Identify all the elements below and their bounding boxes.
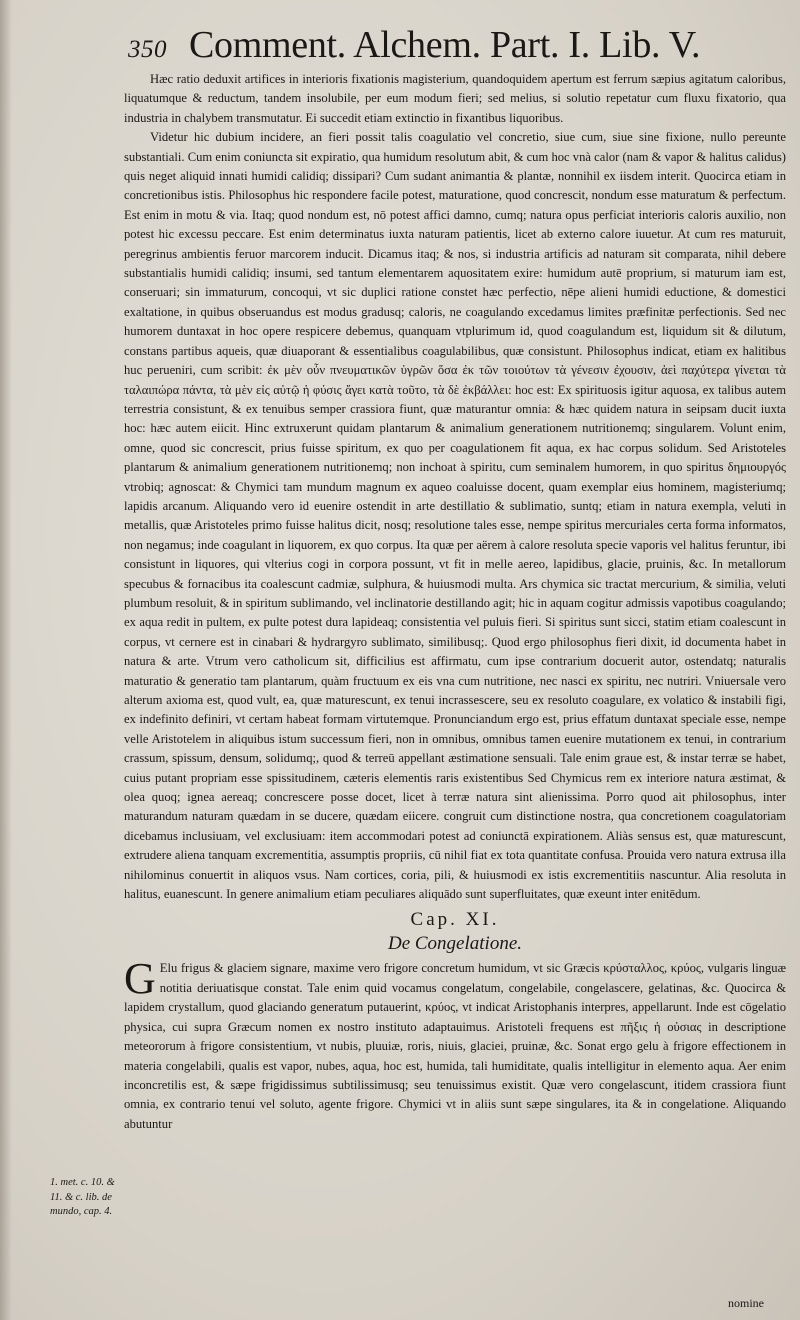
paragraph-fixation: Hæc ratio deduxit artifices in interioris fixationis magisterium, quandoquidem apertum est ferrum sæpius agitatum caloribus, liquatumque & reductum, tandem insolubile, per eum modum fieri; sed melius, si solutio repetatur cum fluxu fixatorio, qua industria in chalybem transmutatur. Ei succedit etiam extinctio in fixantibus liquoribus. <box>124 72 786 125</box>
page-number: 350 <box>128 36 167 63</box>
catchword: nomine <box>728 1296 764 1310</box>
text-body <box>124 70 786 1134</box>
running-title: Comment. Alchem. Part. I. Lib. V. <box>189 24 701 66</box>
paragraph-coagulation-discussion: Videtur hic dubium incidere, an fieri possit talis coagulatio vel concretio, siue cum, siue sine fixione, nullo pereunte substantiali. Cum enim coniuncta sit expiratio, qua humidum resolutum abit, & cum hoc vnà calor (nam & vapor & halitus calidus) quis neget aliquid innati humidi calidiq; dissipari? Cum sudant animantia & plantæ, nonnihil ex iisdem interit. Quocirca etiam in concretionibus istis. Philosophus hic respondere facile potest, maturatione, quod concrescit, nondum esse maturatum & perfectum. Est enim in motu & via. Itaq; quod nondum est, nō potest affici damno, cumq; natura opus perficiat interioris caloris auxilio, non potest hic excessu peccare. Est enim determinatus iuxta naturam patientis, licet ab externo calore iuuetur. At cum res maturuit, peregrinus ambientis feruor marcorem inducit. Dicamus itaq; & nos, si industria artificis ad naturam sit comparata, nihil debere substantialis humidi calidiq; insumi, sed tantum elementarem aquositatem exire: humidum autē proprium, si maturum iam est, conseruari; sin immaturum, concoqui, vt sic duplici ratione constet hæc perfectio, nēpe alieni humidi eductione, & domestici exaltatione, in quibus obseruandus est modus gradusq; caloris, ne coagulando excedamus limites præfinitæ perfectionis. Sed nec humorem duntaxat in hoc opere respicere debemus, quanquam vtplurimum id, quod coagulandum est, liquidum sit & dilutum, constans partibus aqueis, quæ diuaporant & essentialibus coagulabilibus, quæ consistunt. Philosophus indicat, etiam ex halitibus huc perueniri, cum scribit: ἐκ μὲν οὖν πνευματικῶν ὑγρῶν ὅσα ἐκ τῶν τοιούτων τὰ γένεσιν ἐχουσιν, ἀεὶ παχύτερα γίνεται τὰ ταλαιπώρα πάντα, τὰ μὲν εἰς αὐτῷ ἡ φύσις ἄγει κατὰ τοῦτο, τὰ δὲ ἐκβάλλει: hoc est: Ex spirituosis igitur aquosa, ex talibus autem terrestria consistunt, & ex tenuibus semper crassiora fiunt, quæ maturantur omnia: & hæc quidem natura in seipsam ducit iuxta hoc: hæc autem eiicit. Hinc extruxerunt quidam plantarum & animalium generationem nutritionemq; singularem. Volunt enim, omne, quod sic concrescit, prius fuisse spiritum, ex quo per coagulationem fit aqua, ex hac corpus solidum. Sed Aristoteles plantarum & animalium generationem nutritionemq; non inchoat à spiritu, cum seminalem humorem, in quo spiritus δημιουργός vtrobiq; agnoscat: & Chymici tam mundum magnum ex aqueo coaluisse docent, quam exemplar eius hominem, magisteriumq; lapidis arcanum. Aliquando vero id euenire ostendit in arte destillatio & sublimatio, suntq; etiam in natura exempla, veluti in metallis, quæ Aristoteles primo fuisse halitus dicit, nosq; resolutione tales esse, nempe spiritus mercuriales certa forma informatos, non negamus; inde coagulant in liquorem, ex quo corpus. Ita quæ per aërem à calore resoluta specie vaporis vel halitus feruntur, ibi consistunt in liquores, qui vlterius cogi in corpora possunt, vt fit in melle aereo, lapidibus, glacie, pruinis, &c. In metallorum specubus & fornacibus ita coalescunt cadmiæ, sulphura, & huiusmodi multa. Ars chymica sic tractat mercurium, & similia, veluti plumbum resoluit, & in spiritum sublimando, vel inclinatorie destillando agit; hic in aquam cogitur admissis vapotibus coagulando; ex aqua redit in pultem, ex pulte potest dura lapideaq; consistentia vel puluis fieri. Si spiritus sunt sicci, statim etiam coalescunt in corpus, vt cernere est in cinabari & hydrargyro sublimato, similibusq;. Quod ergo philosophus fieri dixit, id documenta habet in natura & arte. Vtrum vero catholicum sit, difficilius est affirmatu, cum ipse contrarium docuerit autor, ostendatq; naturalis maturatio & generatio tam plantarum, quàm fructuum ex eis vna cum nutritione, nec nasci ex spiritu, nec nutriri. Vniuersale vero alterum axioma est, quod vult, ea, quæ maturescunt, ex tenui incrassescere, seu ex resoluto coagulare, ex volatico & instabili figi, ex indefinito definiri, vt certam habeat formam virtutemque. Pronunciandum ergo est, prius effatum duntaxat speciale esse, nempe velle Aristotelem in aliquibus istum successum fieri, non in omnibus, omnibus tamen euenire mutationem ex tenui, in contrarium crassum, spissum, densum, solidumq;, quod & terreū appellant æstimatione sensuali. Tale enim graue est, & instar terræ se habet, cuius putant propriam esse spissitudinem, cæteris elementis raris existentibus Sed Chymicus rem ex interiore natura æstimat, & olea quoq; ignea aereaq; concrescere posse docet, licet à terræ natura sint alienissima. Porro quod ait philosophus, inter maturandum naturam quædam in se ducere, quædam eiicere. congruit cum distinctione nostra, qua concretionem coagulatoriam dicebamus inclusiuam, vel exclusiuam: item accommodari potest ad coniunctā expirationem. Aliàs sensus est, quæ maturescunt, extrudere aliena tanquam excrementitia, assumptis propriis, cū nihil fiat ex tota quantitate confusa. Prouida vero natura extrusa illa nihilominus conuertit in aliquos vsus. Nam cortices, coria, pili, & huiusmodi ex istis excrementitiis nascuntur. Alia resoluta in halitus, euanescunt. In genere animalium etiam peculiares aliquādo sunt superfluitates, quæ exeunt inter enitēdum. <box>124 130 786 902</box>
chapter-paragraph <box>124 954 786 1134</box>
chapter-number: Cap. XI. <box>410 909 500 931</box>
running-head <box>128 22 778 76</box>
drop-cap-initial: G <box>124 954 156 1004</box>
chapter-title: De Congelatione. <box>387 933 523 955</box>
chapter-text: Elu frigus & glaciem signare, maxime vero frigore concretum humidum, vt sic Græcis κρύσταλλος, κρύος, vulgaris linguæ notitia deriuatisque constat. Tale enim quid vocamus congelatum, congelabile, congelascere, gelatinas, &c. Quocirca & lapidem crystallum, quod glaciando generatum putauerint, κρύος, vt indicat Aristophanis interpres, appellarunt. Inde est cōgelatio physica, cui supra Græcum nomen ex nostro instituto adaptauimus. Aristoteli frequens est πῆξις ἡ οὐσιας in descriptione meteororum à frigore consistentium, vt nubis, pluuiæ, roris, niuis, glaciei, pruinæ, &c. Sonat ergo gelu à frigore effectionem in materia congelabili, qualis est vapor, nubes, aqua, hoc est, humida, tali humiditate, qualis intelligitur in elemento aqua. Aer enim inconcretilis est, & sæpe frigidissimus subtilissimusq; seu tenuissimus existit. Quæ vero congelascunt, itidem crassiora fiunt omnia, ex contrario tenui vel soluto, agente frigore. Chymici vt in aliis sunt sæpe singulares, ita & in congelatione. Aliquando abutuntur <box>124 961 786 1131</box>
marginal-note: 1. met. c. 10. & 11. & c. lib. de mundo, cap. 4. <box>50 1177 115 1217</box>
